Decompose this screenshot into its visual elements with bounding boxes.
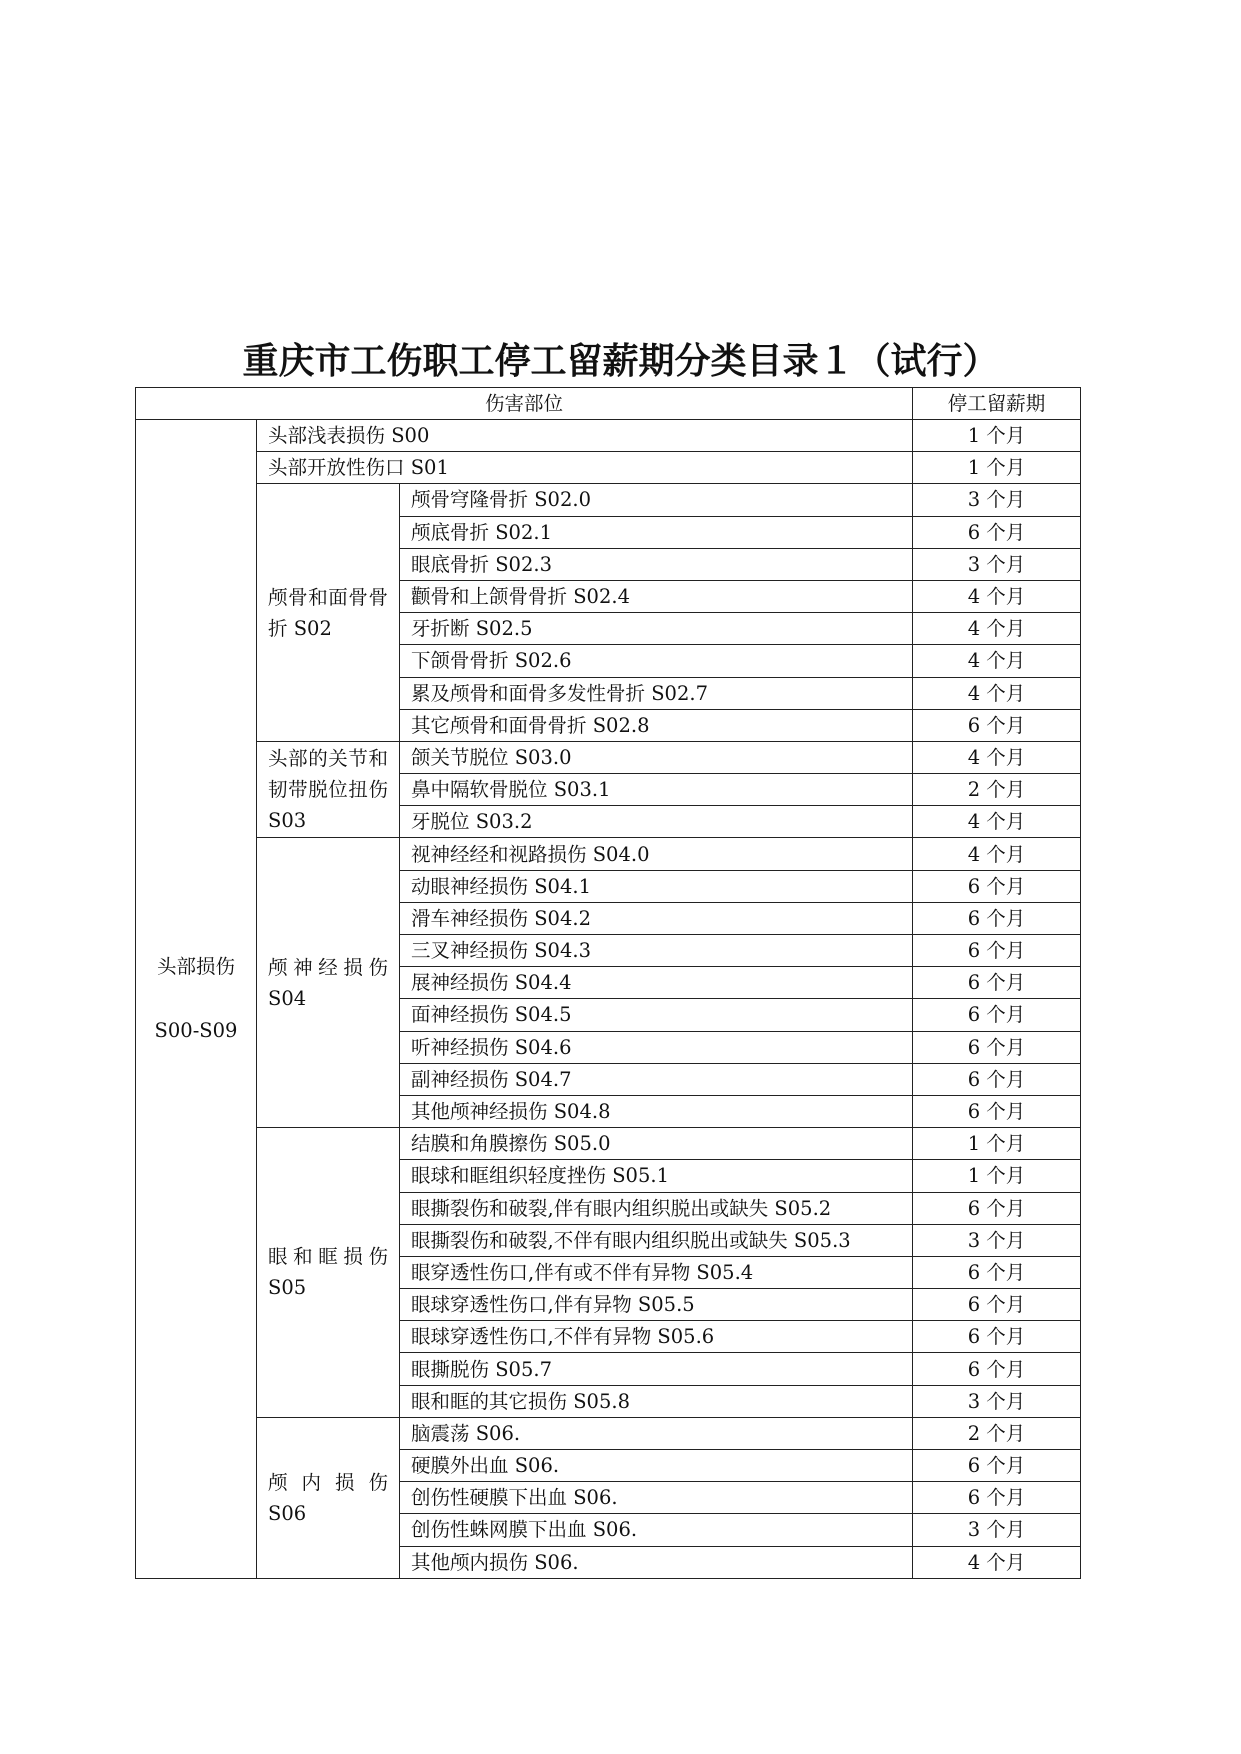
- item-cell: 视神经经和视路损伤 S04.0: [400, 838, 913, 870]
- period-cell: 6 个月: [913, 1095, 1081, 1127]
- item-cell: 眼球穿透性伤口,不伴有异物 S05.6: [400, 1321, 913, 1353]
- item-cell: 累及颅骨和面骨多发性骨折 S02.7: [400, 677, 913, 709]
- period-cell: 6 个月: [913, 1482, 1081, 1514]
- subgroup-cell: 头部的关节和韧带脱位扭伤 S03: [257, 741, 400, 838]
- item-cell: 其他颅神经损伤 S04.8: [400, 1095, 913, 1127]
- period-cell: 4 个月: [913, 741, 1081, 773]
- item-cell: 鼻中隔软骨脱位 S03.1: [400, 774, 913, 806]
- subgroup-cell: 颅神经损伤 S04: [257, 838, 400, 1128]
- period-cell: 3 个月: [913, 484, 1081, 516]
- period-cell: 6 个月: [913, 999, 1081, 1031]
- period-cell: 6 个月: [913, 1450, 1081, 1482]
- document-title: 重庆市工伤职工停工留薪期分类目录１（试行）: [242, 340, 999, 382]
- period-cell: 1 个月: [913, 452, 1081, 484]
- item-cell: 三叉神经损伤 S04.3: [400, 935, 913, 967]
- period-cell: 4 个月: [913, 613, 1081, 645]
- period-cell: 6 个月: [913, 1289, 1081, 1321]
- item-cell: 颅底骨折 S02.1: [400, 516, 913, 548]
- period-cell: 2 个月: [913, 1417, 1081, 1449]
- item-cell: 眼撕裂伤和破裂,伴有眼内组织脱出或缺失 S05.2: [400, 1192, 913, 1224]
- period-cell: 4 个月: [913, 806, 1081, 838]
- item-cell: 牙脱位 S03.2: [400, 806, 913, 838]
- table-row: [136, 1128, 1081, 1160]
- item-cell: 硬膜外出血 S06.: [400, 1450, 913, 1482]
- item-cell: 动眼神经损伤 S04.1: [400, 870, 913, 902]
- item-cell: 眼和眶的其它损伤 S05.8: [400, 1385, 913, 1417]
- category-code: S00-S09: [154, 1018, 238, 1042]
- item-cell: 颌关节脱位 S03.0: [400, 741, 913, 773]
- sick-leave-table: [135, 387, 1081, 1579]
- item-cell: 眼撕裂伤和破裂,不伴有眼内组织脱出或缺失 S05.3: [400, 1224, 913, 1256]
- period-cell: 6 个月: [913, 1192, 1081, 1224]
- period-cell: 6 个月: [913, 1353, 1081, 1385]
- period-cell: 6 个月: [913, 935, 1081, 967]
- period-cell: 3 个月: [913, 1385, 1081, 1417]
- period-cell: 4 个月: [913, 677, 1081, 709]
- item-cell: 脑震荡 S06.: [400, 1417, 913, 1449]
- table-row: [136, 838, 1081, 870]
- table-row: [136, 484, 1081, 516]
- period-cell: 4 个月: [913, 580, 1081, 612]
- period-cell: 6 个月: [913, 1063, 1081, 1095]
- item-cell: 其他颅内损伤 S06.: [400, 1546, 913, 1578]
- period-cell: 6 个月: [913, 1031, 1081, 1063]
- period-cell: 6 个月: [913, 870, 1081, 902]
- item-cell: 眼穿透性伤口,伴有或不伴有异物 S05.4: [400, 1256, 913, 1288]
- period-cell: 3 个月: [913, 548, 1081, 580]
- table-row: [136, 452, 1081, 484]
- item-cell: 创伤性硬膜下出血 S06.: [400, 1482, 913, 1514]
- item-cell: 头部浅表损伤 S00: [257, 420, 913, 452]
- period-cell: 4 个月: [913, 1546, 1081, 1578]
- subgroup-cell: 眼和眶损伤 S05: [257, 1128, 400, 1418]
- item-cell: 颅骨穹隆骨折 S02.0: [400, 484, 913, 516]
- item-cell: 眼撕脱伤 S05.7: [400, 1353, 913, 1385]
- period-cell: 4 个月: [913, 645, 1081, 677]
- period-cell: 6 个月: [913, 967, 1081, 999]
- item-cell: 展神经损伤 S04.4: [400, 967, 913, 999]
- period-cell: 1 个月: [913, 1128, 1081, 1160]
- period-cell: 3 个月: [913, 1224, 1081, 1256]
- subgroup-cell: 颅骨和面骨骨折 S02: [257, 484, 400, 742]
- item-cell: 头部开放性伤口 S01: [257, 452, 913, 484]
- period-cell: 6 个月: [913, 516, 1081, 548]
- category-cell: [136, 420, 257, 1579]
- header-row: [136, 388, 1081, 420]
- item-cell: 副神经损伤 S04.7: [400, 1063, 913, 1095]
- header-period: 停工留薪期: [913, 388, 1081, 420]
- item-cell: 面神经损伤 S04.5: [400, 999, 913, 1031]
- item-cell: 下颌骨骨折 S02.6: [400, 645, 913, 677]
- period-cell: 1 个月: [913, 1160, 1081, 1192]
- period-cell: 3 个月: [913, 1514, 1081, 1546]
- item-cell: 滑车神经损伤 S04.2: [400, 902, 913, 934]
- item-cell: 眼底骨折 S02.3: [400, 548, 913, 580]
- item-cell: 眼球和眶组织轻度挫伤 S05.1: [400, 1160, 913, 1192]
- period-cell: 6 个月: [913, 902, 1081, 934]
- header-part: 伤害部位: [136, 388, 913, 420]
- item-cell: 眼球穿透性伤口,伴有异物 S05.5: [400, 1289, 913, 1321]
- period-cell: 1 个月: [913, 420, 1081, 452]
- item-cell: 颧骨和上颌骨骨折 S02.4: [400, 580, 913, 612]
- item-cell: 听神经损伤 S04.6: [400, 1031, 913, 1063]
- table-row: [136, 1417, 1081, 1449]
- period-cell: 2 个月: [913, 774, 1081, 806]
- category-name: 头部损伤: [156, 954, 235, 978]
- item-cell: 结膜和角膜擦伤 S05.0: [400, 1128, 913, 1160]
- period-cell: 6 个月: [913, 1256, 1081, 1288]
- subgroup-cell: 颅内损伤 S06: [257, 1417, 400, 1578]
- period-cell: 6 个月: [913, 709, 1081, 741]
- item-cell: 创伤性蛛网膜下出血 S06.: [400, 1514, 913, 1546]
- period-cell: 4 个月: [913, 838, 1081, 870]
- item-cell: 牙折断 S02.5: [400, 613, 913, 645]
- table-row: [136, 741, 1081, 773]
- item-cell: 其它颅骨和面骨骨折 S02.8: [400, 709, 913, 741]
- period-cell: 6 个月: [913, 1321, 1081, 1353]
- table-row: [136, 420, 1081, 452]
